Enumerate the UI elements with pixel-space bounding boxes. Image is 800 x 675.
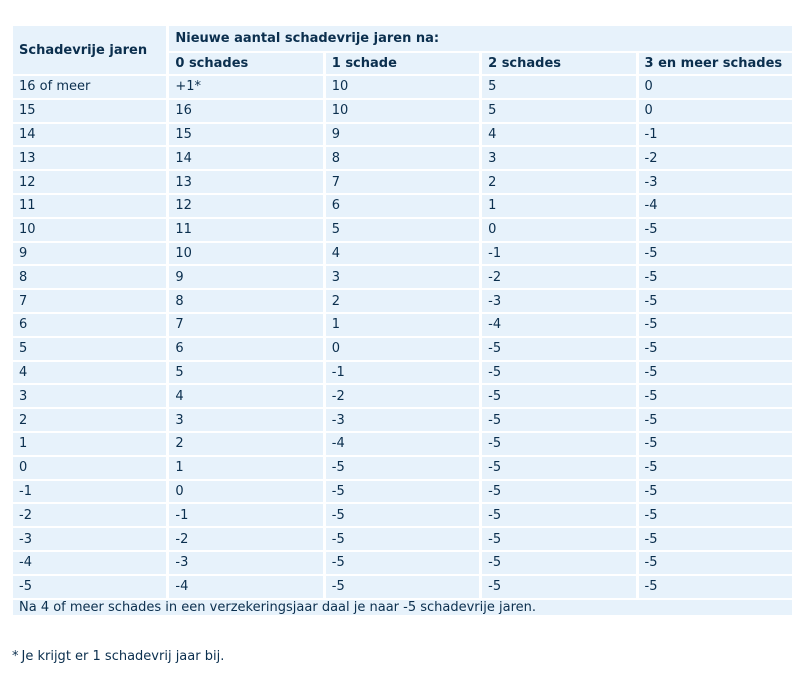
row-label-cell: 9 (13, 243, 166, 265)
table-row (13, 124, 792, 146)
value-cell: -5 (639, 457, 793, 479)
value-cell: 7 (169, 314, 322, 336)
value-cell: -4 (326, 433, 479, 455)
value-cell: 5 (482, 100, 635, 122)
value-cell: -2 (326, 385, 479, 407)
value-cell: -5 (639, 338, 793, 360)
value-cell: -5 (639, 528, 793, 550)
value-cell: -4 (639, 195, 793, 217)
table-row (13, 314, 792, 336)
value-cell: -3 (326, 409, 479, 431)
value-cell: -1 (639, 124, 793, 146)
value-cell: -5 (639, 481, 793, 503)
value-cell: -5 (326, 576, 479, 598)
value-cell: +1* (169, 76, 322, 98)
value-cell: -5 (326, 481, 479, 503)
table-row (13, 362, 792, 384)
value-cell: 14 (169, 147, 322, 169)
row-label-cell: 1 (13, 433, 166, 455)
value-cell: -5 (482, 338, 635, 360)
value-cell: -5 (639, 362, 793, 384)
value-cell: 5 (326, 219, 479, 241)
value-cell: 0 (639, 100, 793, 122)
value-cell: 5 (169, 362, 322, 384)
value-cell: -1 (169, 504, 322, 526)
value-cell: -5 (326, 504, 479, 526)
value-cell: 0 (639, 76, 793, 98)
row-label-cell: 2 (13, 409, 166, 431)
value-cell: -3 (169, 552, 322, 574)
row-label-cell: -5 (13, 576, 166, 598)
value-cell: -3 (482, 290, 635, 312)
column-header: 0 schades (169, 53, 322, 74)
value-cell: -5 (639, 433, 793, 455)
value-cell: 9 (169, 266, 322, 288)
table-row (13, 266, 792, 288)
value-cell: -5 (639, 266, 793, 288)
table-row (13, 171, 792, 193)
table-row (13, 528, 792, 550)
table-row (13, 147, 792, 169)
value-cell: -2 (639, 147, 793, 169)
value-cell: -5 (482, 576, 635, 598)
value-cell: 3 (482, 147, 635, 169)
row-label-cell: 11 (13, 195, 166, 217)
value-cell: -5 (326, 528, 479, 550)
value-cell: 10 (169, 243, 322, 265)
value-cell: -5 (639, 409, 793, 431)
footnote (12, 649, 224, 664)
table-row (13, 338, 792, 360)
value-cell: -5 (639, 576, 793, 598)
column-header: 1 schade (326, 53, 479, 74)
row-label-cell: 7 (13, 290, 166, 312)
table-row (13, 504, 792, 526)
value-cell: -5 (482, 457, 635, 479)
schadevrije-jaren-table (10, 24, 795, 617)
row-label-cell: -3 (13, 528, 166, 550)
value-cell: -5 (326, 552, 479, 574)
table-row (13, 76, 792, 98)
value-cell: 10 (326, 76, 479, 98)
table-note: Na 4 of meer schades in een verzekeringsjaar daal je naar -5 schadevrije jaren. (13, 600, 792, 615)
row-label-cell: -1 (13, 481, 166, 503)
row-label-cell: 16 of meer (13, 76, 166, 98)
value-cell: -5 (639, 552, 793, 574)
footnote-text: Je krijgt er 1 schadevrij jaar bij. (21, 649, 225, 664)
value-cell: 2 (169, 433, 322, 455)
row-label-cell: 6 (13, 314, 166, 336)
row-label-cell: -2 (13, 504, 166, 526)
value-cell: 2 (326, 290, 479, 312)
value-cell: 0 (169, 481, 322, 503)
value-cell: -5 (482, 528, 635, 550)
value-cell: -5 (639, 385, 793, 407)
value-cell: -5 (639, 219, 793, 241)
table-row (13, 481, 792, 503)
table-row (13, 552, 792, 574)
value-cell: 1 (169, 457, 322, 479)
table-row (13, 409, 792, 431)
value-cell: 0 (326, 338, 479, 360)
value-cell: -5 (482, 385, 635, 407)
footnote-marker: * (12, 649, 19, 664)
value-cell: 3 (169, 409, 322, 431)
row-label-cell: 4 (13, 362, 166, 384)
value-cell: -5 (482, 362, 635, 384)
row-label-cell: 0 (13, 457, 166, 479)
table-row (13, 243, 792, 265)
value-cell: 4 (326, 243, 479, 265)
value-cell: -4 (482, 314, 635, 336)
value-cell: 6 (169, 338, 322, 360)
row-label-cell: 10 (13, 219, 166, 241)
value-cell: -2 (482, 266, 635, 288)
value-cell: 11 (169, 219, 322, 241)
value-cell: 8 (326, 147, 479, 169)
value-cell: -5 (639, 243, 793, 265)
table-row (13, 290, 792, 312)
value-cell: -2 (169, 528, 322, 550)
value-cell: -5 (482, 481, 635, 503)
value-cell: 13 (169, 171, 322, 193)
value-cell: -1 (482, 243, 635, 265)
value-cell: 1 (326, 314, 479, 336)
value-cell: 15 (169, 124, 322, 146)
group-header-cell: Nieuwe aantal schadevrije jaren na: (169, 26, 792, 51)
value-cell: 7 (326, 171, 479, 193)
value-cell: 16 (169, 100, 322, 122)
row-label-cell: 13 (13, 147, 166, 169)
value-cell: 12 (169, 195, 322, 217)
table-row (13, 433, 792, 455)
row-label-cell: 3 (13, 385, 166, 407)
row-header-cell: Schadevrije jaren (13, 26, 166, 74)
value-cell: -5 (639, 504, 793, 526)
value-cell: 10 (326, 100, 479, 122)
value-cell: 3 (326, 266, 479, 288)
value-cell: -5 (482, 552, 635, 574)
row-label-cell: 5 (13, 338, 166, 360)
table-row (13, 195, 792, 217)
value-cell: 4 (482, 124, 635, 146)
value-cell: 9 (326, 124, 479, 146)
table-row (13, 457, 792, 479)
table-row (13, 385, 792, 407)
row-label-cell: 8 (13, 266, 166, 288)
value-cell: 2 (482, 171, 635, 193)
value-cell: 4 (169, 385, 322, 407)
value-cell: 8 (169, 290, 322, 312)
value-cell: 0 (482, 219, 635, 241)
row-label-cell: -4 (13, 552, 166, 574)
value-cell: -5 (482, 504, 635, 526)
value-cell: -5 (326, 457, 479, 479)
value-cell: 1 (482, 195, 635, 217)
column-header: 2 schades (482, 53, 635, 74)
row-label-cell: 15 (13, 100, 166, 122)
column-header: 3 en meer schades (639, 53, 793, 74)
value-cell: -5 (482, 433, 635, 455)
row-label-cell: 12 (13, 171, 166, 193)
value-cell: -5 (639, 314, 793, 336)
value-cell: 6 (326, 195, 479, 217)
table-row (13, 576, 792, 598)
value-cell: -3 (639, 171, 793, 193)
table-body (13, 76, 792, 598)
value-cell: -5 (639, 290, 793, 312)
table-row (13, 100, 792, 122)
value-cell: -5 (482, 409, 635, 431)
value-cell: 5 (482, 76, 635, 98)
value-cell: -4 (169, 576, 322, 598)
value-cell: -1 (326, 362, 479, 384)
row-label-cell: 14 (13, 124, 166, 146)
table-row (13, 219, 792, 241)
